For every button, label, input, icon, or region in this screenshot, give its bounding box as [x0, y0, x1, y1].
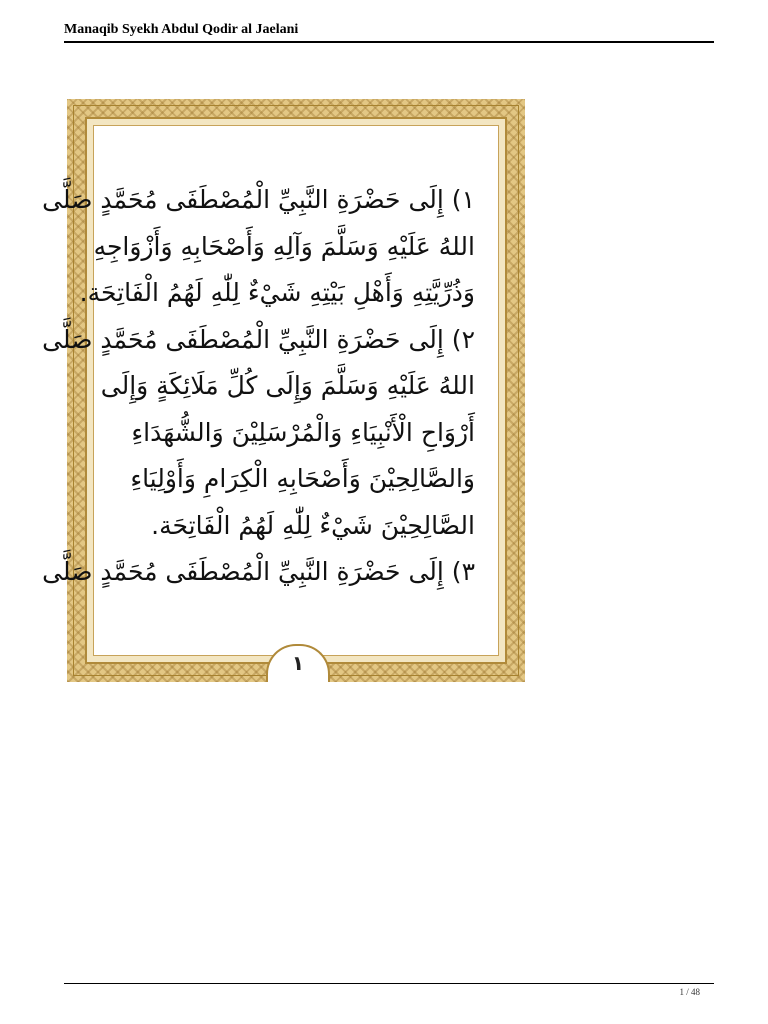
text-line: ٢) إِلَى حَضْرَةِ النَّبِيِّ الْمُصْطَفَى مُحَمَّدٍ صَلَّى: [42, 324, 475, 354]
document-header: [64, 22, 714, 38]
page-number-badge: [266, 644, 330, 682]
text-line: ١) إِلَى حَضْرَةِ النَّبِيِّ الْمُصْطَفَى مُحَمَّدٍ صَلَّى: [42, 185, 475, 214]
text-line: ٣) إِلَى حَضْرَةِ النَّبِيِّ الْمُصْطَفَى مُحَمَّدٍ صَلَّى: [42, 557, 475, 586]
footer-divider: [64, 983, 714, 984]
text-line: وَذُرِّيَّتِهِ وَأَهْلِ بَيْتِهِ شَيْءٌ لِلّٰهِ لَهُمُ الْفَاتِحَة.: [79, 278, 475, 307]
text-line: الصَّالِحِيْنَ شَيْءٌ لِلّٰهِ لَهُمُ الْفَاتِحَة.: [151, 510, 475, 540]
document-title: Manaqib Syekh Abdul Qodir al Jaelani: [64, 22, 299, 37]
header-divider: [64, 41, 714, 43]
page-number-label: ١: [291, 651, 305, 675]
arabic-text-block: [42, 177, 475, 596]
text-line: اللهُ عَلَيْهِ وَسَلَّمَ وَآلِهِ وَأَصْحَابِهِ وَأَزْوَاجِهِ: [93, 231, 475, 261]
text-line: وَالصَّالِحِيْنَ وَأَصْحَابِهِ الْكِرَامِ وَأَوْلِيَاءِ: [130, 464, 475, 493]
text-line: اللهُ عَلَيْهِ وَسَلَّمَ وَإِلَى كُلِّ مَلَائِكَةٍ وَإِلَى: [100, 371, 475, 400]
scanned-page-image: [42, 99, 525, 682]
text-line: أَرْوَاحِ الْأَنْبِيَاءِ وَالْمُرْسَلِيْنَ وَالشُّهَدَاءِ: [131, 417, 475, 447]
page-indicator: 1 / 48: [679, 987, 700, 997]
